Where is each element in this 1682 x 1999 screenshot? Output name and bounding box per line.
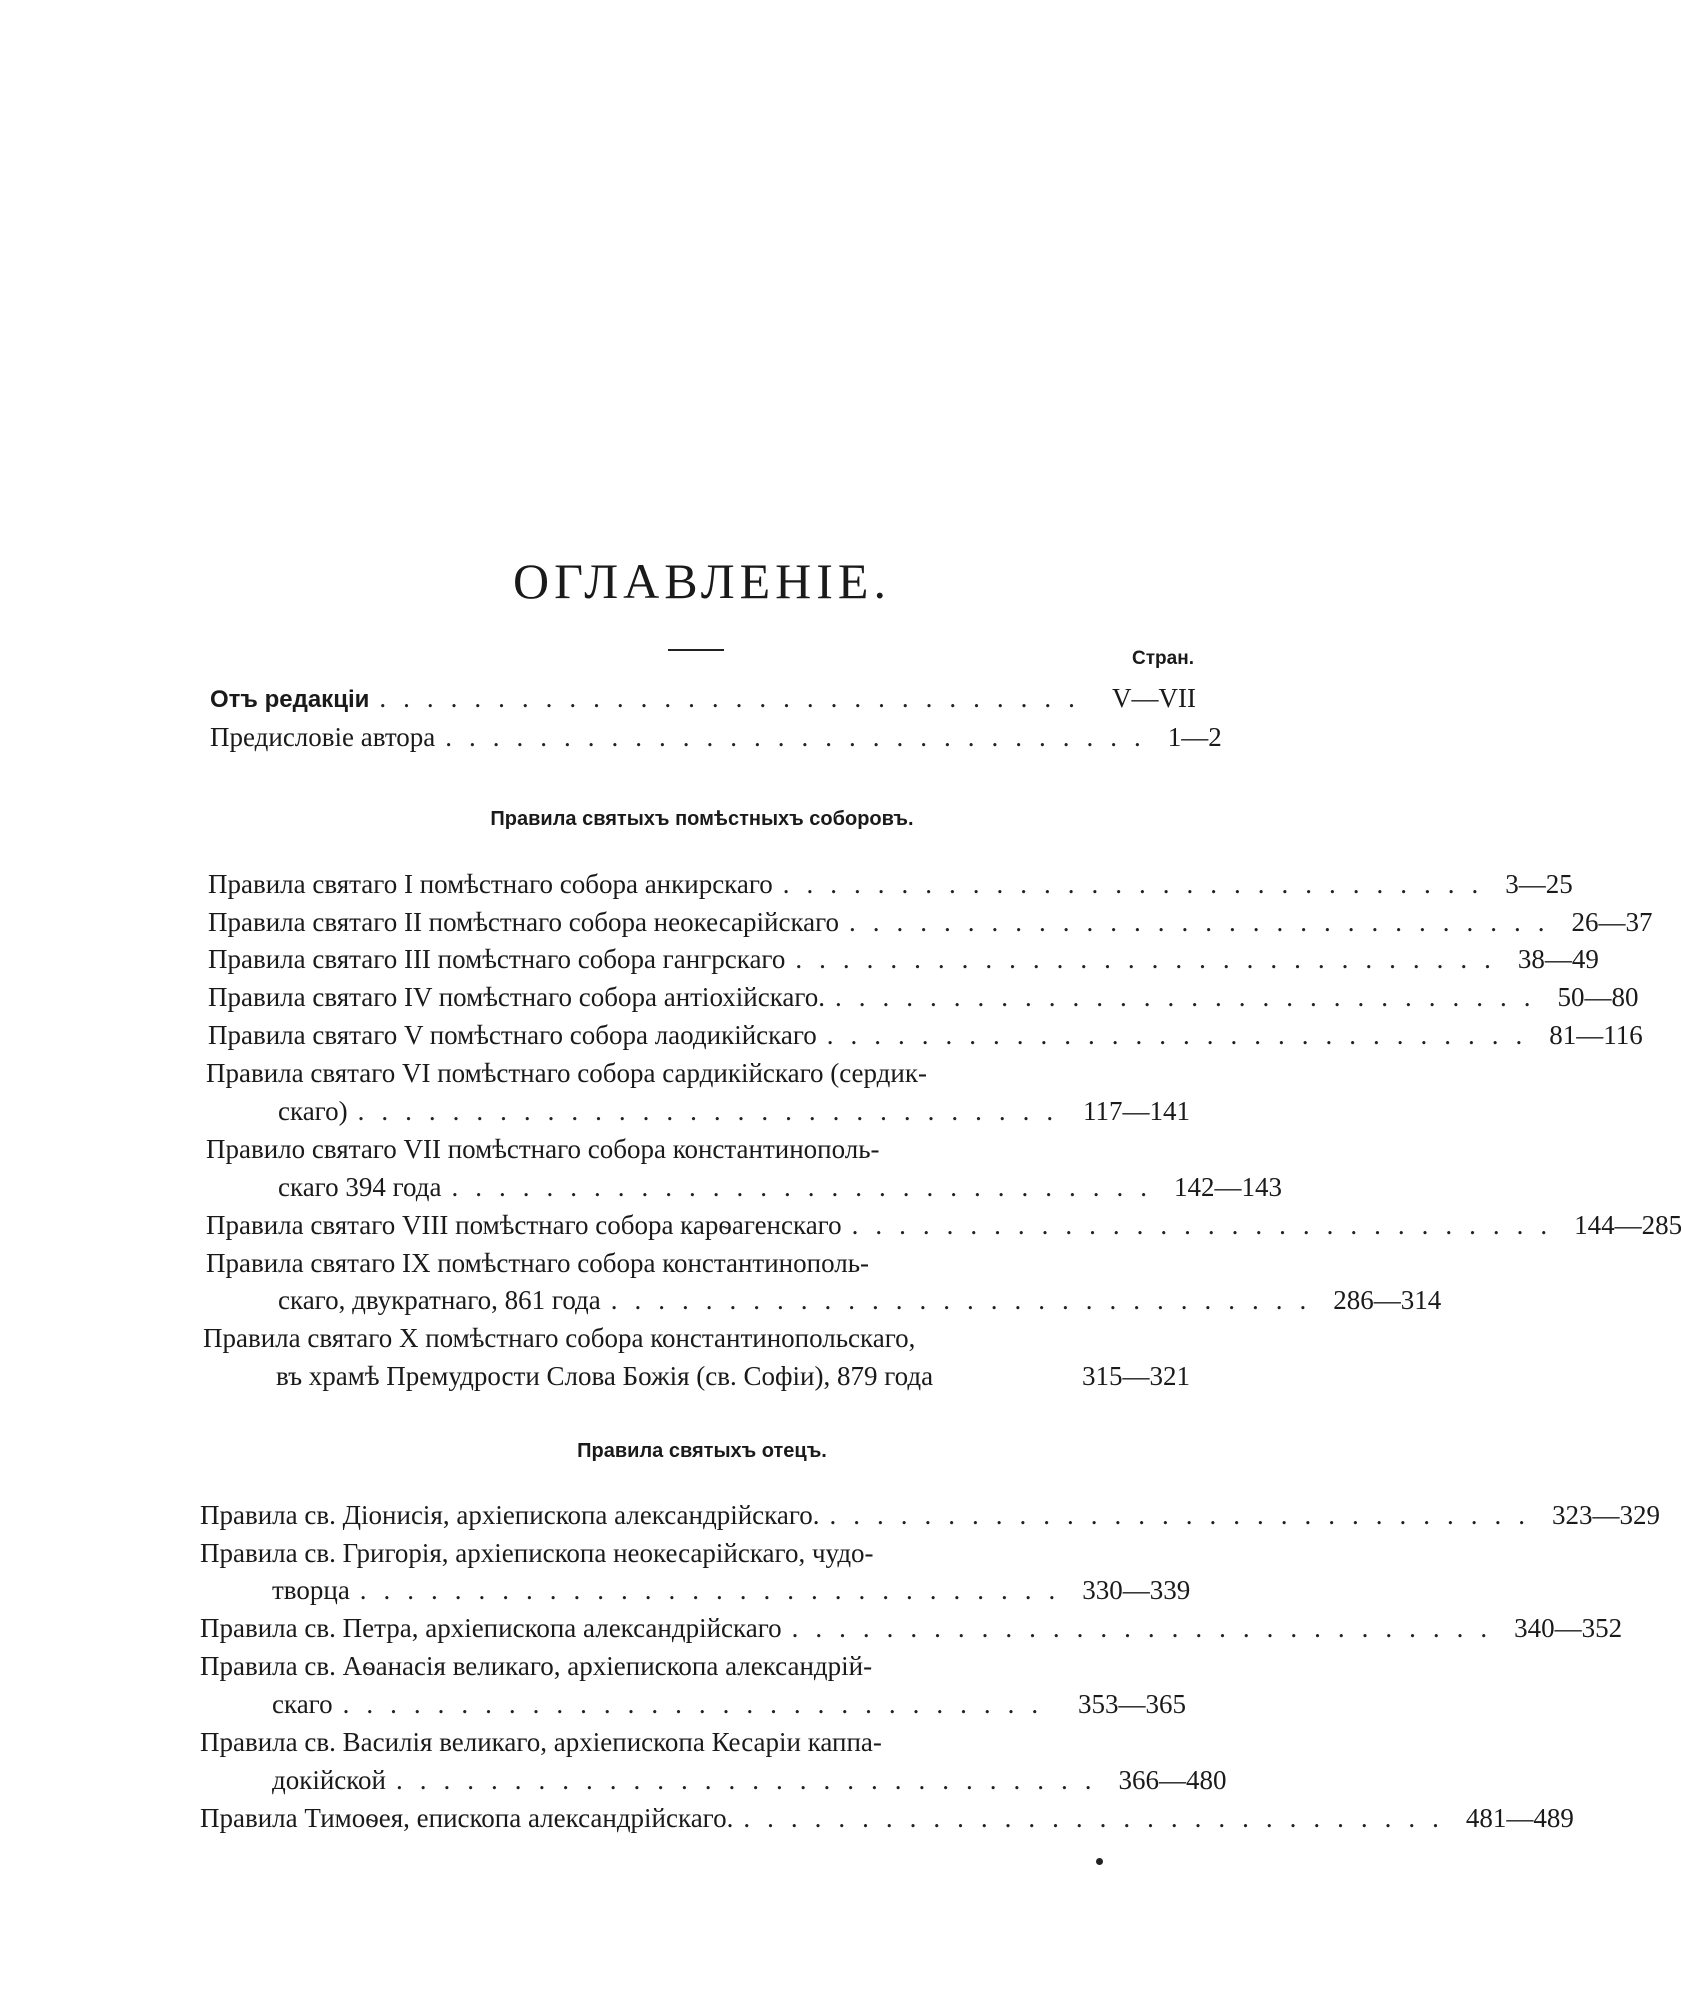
end-mark xyxy=(1096,1858,1103,1865)
toc-entry-first-line[interactable] xyxy=(200,1724,1186,1760)
leader-dots: .............................. xyxy=(849,907,1562,937)
entry-text: скаго, двукратнаго, 861 года xyxy=(278,1285,601,1315)
toc-entry-first-line[interactable] xyxy=(203,1320,1190,1356)
entry-pages: 81—116 xyxy=(1549,1020,1643,1050)
entry-text: Правила святаго X помѣстнаго собора константинопольскаго, xyxy=(203,1323,916,1353)
leader-dots: .............................. xyxy=(829,1500,1543,1530)
entry-pages: 50—80 xyxy=(1557,982,1639,1012)
entry-text: Правила св. Василія великаго, архіепископа Кесаріи каппа- xyxy=(200,1727,882,1757)
entry-text: Правила св. Діонисія, архіепископа александрійскаго. xyxy=(200,1500,820,1530)
leader-dots: .............................. xyxy=(451,1172,1164,1202)
entry-text: скаго) xyxy=(278,1096,348,1126)
toc-entry[interactable] xyxy=(208,979,1639,1015)
entry-text: Правила святаго V помѣстнаго собора лаодикійскаго xyxy=(208,1020,817,1050)
section-heading-holy-fathers: Правила святыхъ отецъ. xyxy=(577,1440,827,1462)
entry-text: Правила Тимоѳея, епископа александрійскаго. xyxy=(200,1803,734,1833)
toc-entry[interactable] xyxy=(208,904,1653,940)
toc-entry-first-line[interactable] xyxy=(200,1648,1186,1684)
leader-dots: .............................. xyxy=(826,1020,1540,1050)
entry-text: Правила св. Григорія, архіепископа неокесарійскаго, чудо- xyxy=(200,1538,874,1568)
entry-text: Предисловіе автора xyxy=(210,722,436,752)
entry-pages: 286—314 xyxy=(1333,1285,1442,1315)
leader-dots: .............................. xyxy=(342,1689,1056,1719)
pages-column-heading: Стран. xyxy=(1132,648,1194,669)
leader-dots: .............................. xyxy=(357,1096,1071,1126)
toc-entry-cont[interactable] xyxy=(278,1282,1442,1318)
leader-dots: .............................. xyxy=(396,1765,1109,1795)
entry-pages: 142—143 xyxy=(1173,1172,1282,1202)
toc-entry[interactable] xyxy=(200,1610,1623,1646)
section-heading-local-councils: Правила святыхъ помѣстныхъ соборовъ. xyxy=(490,808,914,830)
leader-dots: .............................. xyxy=(835,982,1548,1012)
toc-entry[interactable] xyxy=(200,1800,1574,1836)
toc-entry[interactable] xyxy=(200,1497,1661,1533)
leader-dots: .............................. xyxy=(610,1285,1324,1315)
entry-text: скаго xyxy=(272,1689,333,1719)
toc-entry-first-line[interactable] xyxy=(206,1131,1190,1167)
toc-entry-first-line[interactable] xyxy=(206,1245,1190,1281)
toc-entry[interactable] xyxy=(208,866,1573,902)
entry-pages: 366—480 xyxy=(1118,1765,1227,1795)
entry-pages: 353—365 xyxy=(1078,1689,1186,1719)
entry-text: творца xyxy=(272,1575,350,1605)
toc-entry[interactable] xyxy=(208,941,1599,977)
leader-dots: .............................. xyxy=(743,1803,1456,1833)
leader-dots: .............................. xyxy=(445,722,1158,752)
title-rule xyxy=(668,649,724,651)
leader-dots: .............................. xyxy=(791,1613,1505,1643)
page-title: ОГЛАВЛЕНІЕ. xyxy=(513,553,891,609)
entry-pages: 340—352 xyxy=(1514,1613,1623,1643)
leader-dots: .............................. xyxy=(851,1210,1565,1240)
leader-dots: .............................. xyxy=(782,869,1496,899)
entry-text: скаго 394 года xyxy=(278,1172,442,1202)
toc-entry-cont[interactable] xyxy=(278,1093,1190,1129)
toc-entry[interactable] xyxy=(206,1207,1682,1243)
entry-text: Правила святаго III помѣстнаго собора гангрскаго xyxy=(208,944,786,974)
toc-entry-cont[interactable] xyxy=(278,1169,1282,1205)
toc-entry-first-line[interactable] xyxy=(206,1055,1190,1091)
entry-pages: 26—37 xyxy=(1571,907,1653,937)
entry-text: Правила святаго IV помѣстнаго собора антіохійскаго. xyxy=(208,982,826,1012)
entry-text: Отъ редакціи xyxy=(210,686,370,713)
entry-pages: 38—49 xyxy=(1517,944,1599,974)
toc-entry-first-line[interactable] xyxy=(200,1535,1186,1571)
toc-entry-cont[interactable] xyxy=(272,1572,1191,1608)
toc-entry-cont[interactable] xyxy=(272,1686,1186,1722)
entry-pages: 323—329 xyxy=(1552,1500,1661,1530)
entry-text: Правила святаго VIII помѣстнаго собора карѳагенскаго xyxy=(206,1210,842,1240)
entry-text: Правило святаго VII помѣстнаго собора константинополь- xyxy=(206,1134,880,1164)
toc-entry-cont[interactable] xyxy=(272,1762,1227,1798)
toc-entry-editorial[interactable] xyxy=(210,680,1196,716)
entry-text: докійской xyxy=(272,1765,386,1795)
entry-pages: 315—321 xyxy=(1082,1361,1190,1391)
entry-pages: V—VII xyxy=(1112,683,1196,713)
entry-text: Правила святаго IX помѣстнаго собора константинополь- xyxy=(206,1248,870,1278)
leader-dots: .............................. xyxy=(359,1575,1073,1605)
entry-text: въ храмѣ Премудрости Слова Божія (св. Софіи), 879 года xyxy=(276,1361,934,1391)
entry-text: Правила святаго VI помѣстнаго собора сардикійскаго (сердик- xyxy=(206,1058,927,1088)
toc-entry-preface[interactable] xyxy=(210,719,1222,755)
entry-pages: 3—25 xyxy=(1505,869,1573,899)
entry-pages: 481—489 xyxy=(1465,1803,1574,1833)
entry-pages: 330—339 xyxy=(1082,1575,1191,1605)
toc-entry-cont[interactable] xyxy=(276,1358,1190,1394)
entry-pages: 144—285 xyxy=(1574,1210,1682,1240)
entry-text: Правила святаго II помѣстнаго собора неокесарійскаго xyxy=(208,907,840,937)
toc-entry[interactable] xyxy=(208,1017,1643,1053)
entry-pages: 117—141 xyxy=(1083,1096,1190,1126)
leader-dots: .............................. xyxy=(795,944,1508,974)
entry-text: Правила святаго I помѣстнаго собора анкирскаго xyxy=(208,869,773,899)
entry-text: Правила св. Аѳанасія великаго, архіепископа александрій- xyxy=(200,1651,873,1681)
leader-dots: .............................. xyxy=(379,683,1092,713)
entry-pages: 1—2 xyxy=(1167,722,1222,752)
entry-text: Правила св. Петра, архіепископа александрійскаго xyxy=(200,1613,782,1643)
